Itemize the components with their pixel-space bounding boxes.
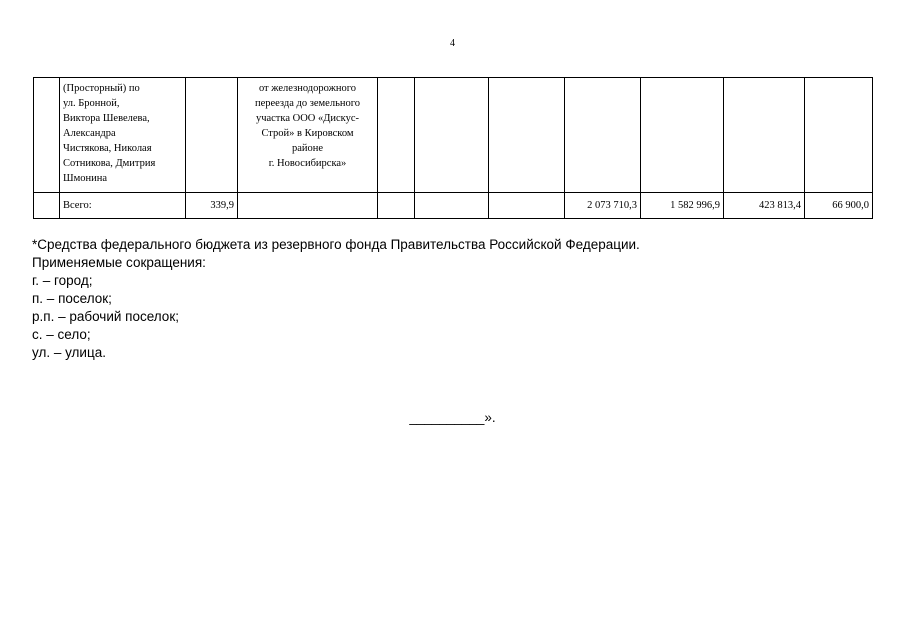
table-cell [378,78,415,193]
closing-mark: __________». [409,410,496,425]
abbreviation-item: п. – поселок; [32,291,112,306]
total-amount: 2 073 710,3 [565,193,641,219]
table-cell [724,78,805,193]
table-row [34,78,873,193]
table-cell [565,78,641,193]
abbreviation-item: р.п. – рабочий поселок; [32,309,179,324]
table-cell [641,78,724,193]
table-cell [34,78,60,193]
federal-amount: 1 582 996,9 [641,193,724,219]
total-row [34,193,873,219]
table-cell [186,78,238,193]
budget-table [33,77,873,219]
section-description-cell: от железнодорожного переезда до земельного участка ООО «Дискус- Строй» в Кировском районе г. Новосибирска» [238,78,378,193]
page-number: 4 [450,38,455,49]
table-cell [489,78,565,193]
table-cell [805,78,873,193]
table-cell [415,193,489,219]
abbreviation-item: г. – город; [32,273,93,288]
table-cell [489,193,565,219]
abbreviation-item: с. – село; [32,327,91,342]
total-length: 339,9 [186,193,238,219]
table-cell [238,193,378,219]
total-label: Всего: [60,193,186,219]
table-cell [415,78,489,193]
regional-amount: 423 813,4 [724,193,805,219]
federal-budget-note: *Средства федерального бюджета из резервного фонда Правительства Российской Федерации. [32,237,640,252]
table-cell [34,193,60,219]
table-cell [378,193,415,219]
abbreviation-item: ул. – улица. [32,345,106,360]
local-amount: 66 900,0 [805,193,873,219]
abbreviations-heading: Применяемые сокращения: [32,255,206,270]
footnotes [32,236,640,362]
street-names-cell: (Просторный) по ул. Бронной, Виктора Шевелева, Александра Чистякова, Николая Сотникова, Дмитрия Шмонина [60,78,186,193]
